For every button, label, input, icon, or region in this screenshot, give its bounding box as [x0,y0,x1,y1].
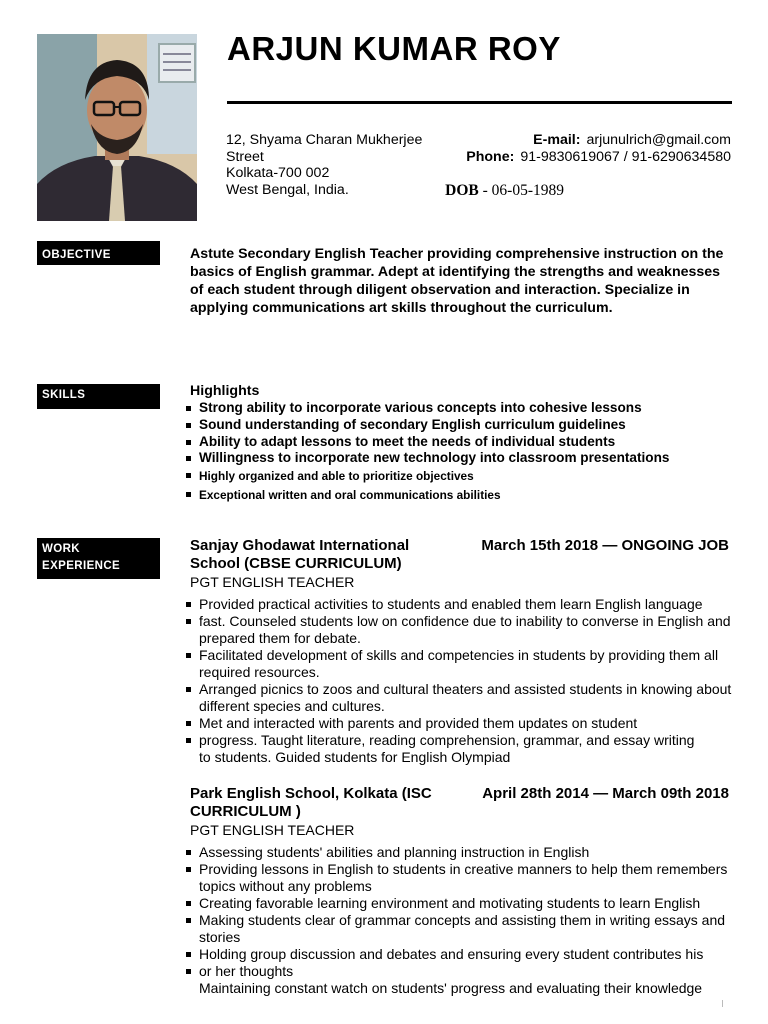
skills-list [190,400,735,505]
email-label: E-mail: [533,132,581,148]
job-employer: Park English School, Kolkata (ISC CURRICULUM ) [190,785,432,820]
job-dates: April 28th 2014 — March 09th 2018 [482,785,729,802]
skill-item: Ability to adapt lessons to meet the needs of individual students [190,434,735,451]
section-label-skills [37,384,160,409]
candidate-name: ARJUN KUMAR ROY [227,30,561,67]
job-dates: March 15th 2018 — ONGOING JOB [481,537,729,554]
address-line: West Bengal, India. [226,181,349,198]
phone-row [466,149,731,166]
job-duty: Met and interacted with parents and provided them updates on student [190,715,735,732]
skills-section [190,383,735,505]
skill-item: Willingness to incorporate new technology into classroom presentations [190,450,735,467]
section-label-text: WORK [42,543,81,555]
job-duty: Providing lessons in English to students in creative manners to help them remembers topics without any problems [190,861,735,895]
job-duty: progress. Taught literature, reading comprehension, grammar, and essay writing [190,732,735,749]
profile-photo [37,34,197,221]
job-duty: to students. Guided students for English Olympiad [199,749,511,765]
dob-value: - 06-05-1989 [478,182,564,199]
skills-heading: Highlights [190,383,260,399]
page-edge-mark [722,1000,723,1007]
dob-label: DOB [445,182,479,199]
section-label-text: SKILLS [42,389,86,401]
address-block [226,132,466,198]
job-duties-list [190,596,735,766]
section-label-text: OBJECTIVE [42,249,111,261]
address-line: 12, Shyama Charan Mukherjee [226,132,423,148]
section-label-work-experience [37,538,160,579]
job-duty: fast. Counseled students low on confidence due to inability to converse in English and prepared them for debate. [190,613,735,647]
job-duty: Assessing students' abilities and planning instruction in English [190,844,735,861]
job-title: PGT ENGLISH TEACHER [190,822,355,838]
job-entry [190,785,735,997]
job-duty: Facilitated development of skills and competencies in students by providing them all required resources. [190,647,735,681]
contact-block [466,132,731,165]
job-title: PGT ENGLISH TEACHER [190,574,355,590]
skill-item: Strong ability to incorporate various concepts into cohesive lessons [190,400,735,417]
job-entry [190,537,735,766]
job-duties-list [190,844,735,997]
email-value[interactable]: arjunulrich@gmail.com [586,132,731,148]
job-duty: Holding group discussion and debates and ensuring every student contributes his [190,946,735,963]
job-duty: Making students clear of grammar concepts and assisting them in writing essays and stories [190,912,735,946]
job-duty: Creating favorable learning environment and motivating students to learn English [190,895,735,912]
job-duty: Provided practical activities to students and enabled them learn English language [190,596,735,613]
job-duty: Arranged picnics to zoos and cultural theaters and assisted students in knowing about different species and cultures. [190,681,735,715]
email-row [466,132,731,149]
section-label-text: EXPERIENCE [42,560,121,572]
job-duty: or her thoughts [190,963,735,980]
skill-item: Sound understanding of secondary English curriculum guidelines [190,417,735,434]
header-divider [227,101,732,104]
skill-item: Highly organized and able to prioritize objectives [190,467,735,486]
job-employer: Sanjay Ghodawat International School (CBSE CURRICULUM) [190,537,410,572]
skill-item: Exceptional written and oral communications abilities [190,486,735,505]
dob-row [445,182,564,200]
job-duty: Maintaining constant watch on students' progress and evaluating their knowledge [199,980,703,996]
address-line: Kolkata-700 002 [226,165,330,181]
section-label-objective [37,241,160,265]
objective-text: Astute Secondary English Teacher providing comprehensive instruction on the basics of English grammar. Adept at identifying the strengths and weaknesses of each student through diligent observation and interaction. Specialize in applying communications art skills throughout the curriculum. [190,246,724,316]
phone-label: Phone: [466,148,515,165]
phone-value: 91-9830619067 / 91-6290634580 [520,148,731,165]
address-line: Street [226,148,264,165]
